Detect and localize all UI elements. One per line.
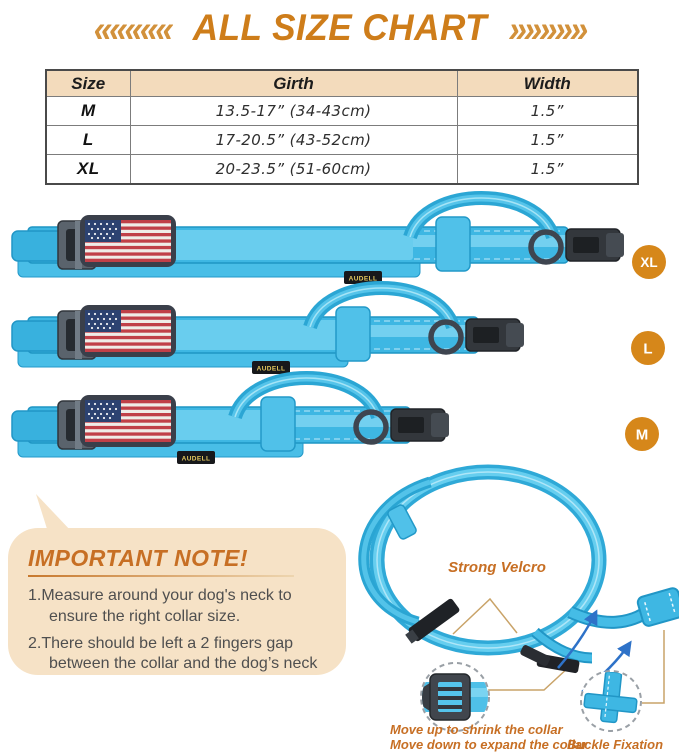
size-table-header-girth: Girth: [130, 70, 457, 97]
page-title-row: [0, 2, 679, 54]
slider-caption-line2: Move down to expand the collar: [390, 737, 588, 752]
table-row-m: [46, 97, 638, 126]
chevrons-right-icon: »»»»»: [508, 7, 586, 49]
size-badge-xl: [632, 245, 666, 279]
buckle-female-part: [636, 587, 679, 627]
size-table: [45, 69, 639, 185]
brand-tag: [177, 451, 215, 464]
size-cell: L: [46, 126, 130, 155]
size-badge-l: [631, 331, 665, 365]
svg-text:L: L: [643, 340, 653, 358]
velcro-strip: [155, 230, 413, 260]
svg-text:XL: XL: [640, 255, 658, 270]
note-item-1: 1.Measure around your dog's neck to ensure the right collar size.: [28, 587, 292, 625]
collar-photos: [0, 190, 679, 466]
usa-flag-patch: [80, 215, 176, 267]
width-cell: 1.5”: [457, 155, 638, 185]
page-title: ALL SIZE CHART: [192, 7, 487, 48]
buckle-inset: [581, 669, 641, 731]
buckle-fixation-caption: Buckle Fixation: [566, 737, 664, 752]
size-cell: M: [46, 97, 130, 126]
girth-cell: 13.5-17” (34-43cm): [130, 97, 457, 126]
collar-xl: [12, 198, 666, 284]
svg-text:AUDELL: AUDELL: [348, 275, 378, 283]
slider-caption-line1: Move up to shrink the collar: [390, 722, 563, 737]
collar-adjustment-diagram: [330, 460, 679, 752]
size-table-header-row: [46, 70, 638, 97]
usa-flag-patch: [80, 305, 176, 357]
table-row-xl: [46, 155, 638, 185]
note-title-underline: [28, 575, 294, 577]
important-note-box: [8, 528, 346, 675]
slider-inset: [421, 663, 489, 731]
collar-m: [12, 378, 659, 464]
velcro-strip: [150, 320, 350, 350]
size-badge-m: [625, 417, 659, 451]
strong-velcro-label: Strong Velcro: [448, 559, 546, 576]
table-row-l: [46, 126, 638, 155]
size-table-header-width: Width: [457, 70, 638, 97]
note-item-2: 2.There should be left a 2 fingers gap between the collar and the dog’s neck: [28, 634, 318, 673]
width-cell: 1.5”: [457, 97, 638, 126]
girth-cell: 17-20.5” (43-52cm): [130, 126, 457, 155]
chevrons-left-icon: «««««: [93, 7, 171, 49]
size-table-header-size: Size: [46, 70, 130, 97]
svg-text:M: M: [635, 426, 649, 444]
svg-text:AUDELL: AUDELL: [256, 365, 286, 373]
collar-l: [12, 288, 665, 374]
size-cell: XL: [46, 155, 130, 185]
note-title: IMPORTANT NOTE!: [28, 545, 249, 571]
girth-cell: 20-23.5” (51-60cm): [130, 155, 457, 185]
usa-flag-patch: [80, 395, 176, 447]
width-cell: 1.5”: [457, 126, 638, 155]
brand-tag: [252, 361, 290, 374]
velcro-pointer: [453, 599, 517, 634]
svg-text:AUDELL: AUDELL: [181, 455, 211, 463]
